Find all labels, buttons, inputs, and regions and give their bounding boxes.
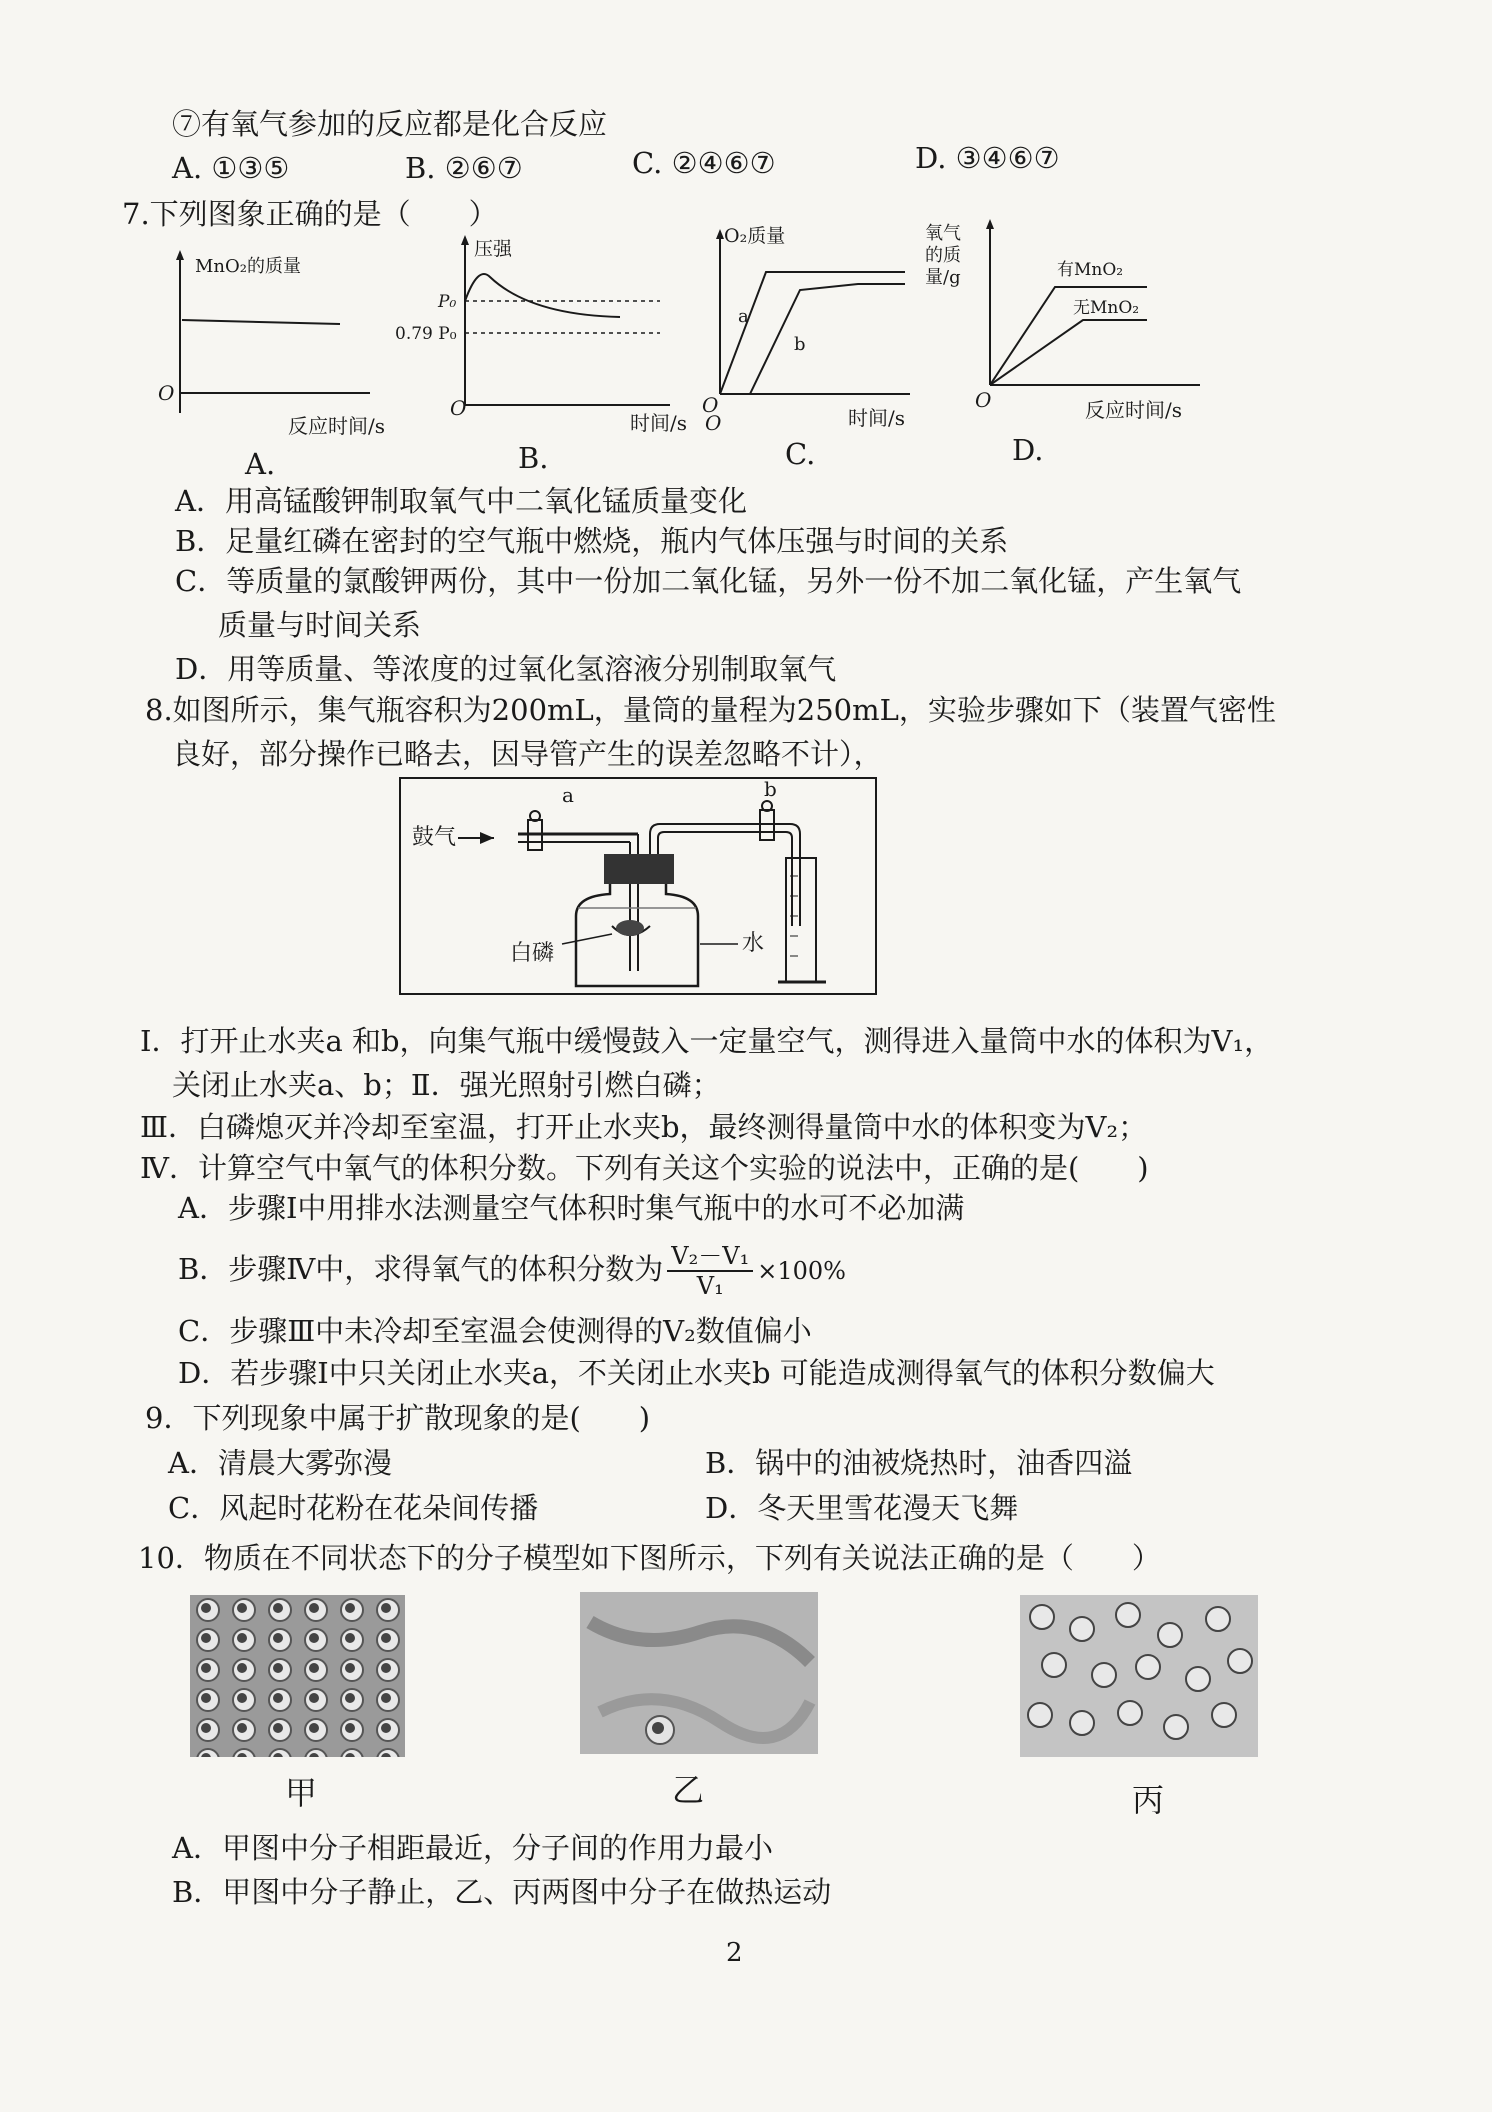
molecule-model-yi [580,1592,818,1754]
label-jia: 甲 [285,1774,318,1812]
q9-stem: 9．下列现象中属于扩散现象的是( ) [145,1401,651,1435]
q6-option-a: A. ①③⑤ [172,151,290,185]
molecule-model-bing [1020,1595,1258,1757]
phosphorus-label: 白磷 [510,941,555,966]
q8-step4: Ⅳ．计算空气中氧气的体积分数。下列有关这个实验的说法中，正确的是( ) [140,1151,1149,1185]
q8-stem-line2: 良好，部分操作已略去，因导管产生的误差忽略不计）， [172,737,883,771]
q8-apparatus-diagram [398,776,878,996]
q7-c-ylabel: O₂质量 [724,225,786,247]
q8-option-b-suffix: ×100% [757,1257,846,1285]
q7-d-ylabel-3: 量/g [925,267,961,288]
q7-graph-d [925,215,1215,415]
q7-graph-a-caption: A. [245,447,276,481]
q9-option-d: D．冬天里雪花漫天飞舞 [705,1491,1019,1525]
q9-option-c: C．风起时花粉在花朵间传播 [168,1491,539,1525]
q7-stem: 7.下列图象正确的是（ ） [122,197,498,231]
q7-b-origin: O [450,396,467,420]
q7-option-c-line2: 质量与时间关系 [218,608,422,642]
q7-graph-b-caption: B. [518,441,549,475]
q7-option-c-line1: C．等质量的氯酸钾两份，其中一份加二氧化锰，另外一份不加二氧化锰，产生氧气 [175,564,1242,598]
page-number: 2 [726,1938,743,1968]
q9-option-a: A．清晨大雾弥漫 [168,1446,392,1480]
q7-b-ylabel: 压强 [474,238,513,260]
clamp-a-label: a [562,783,574,807]
q7-b-p079: 0.79 P₀ [395,324,457,344]
q6-option-d: D. ③④⑥⑦ [915,141,1060,175]
q7-a-origin: O [158,381,175,405]
q9-option-b: B．锅中的油被烧热时，油香四溢 [705,1446,1133,1480]
q7-c-origin: O [702,393,719,417]
q7-option-d: D．用等质量、等浓度的过氧化氢溶液分别制取氧气 [175,652,837,686]
q7-b-xlabel: 时间/s [630,411,688,435]
q7-graph-c-caption: C. [785,437,816,471]
q8-option-c: C．步骤Ⅲ中未冷却至室温会使测得的V₂数值偏小 [178,1314,812,1348]
q6-option-b: B. ②⑥⑦ [405,151,523,185]
q7-b-p0: P₀ [438,292,457,312]
q7-d-origin: O [975,388,992,412]
clamp-b-label: b [764,777,777,801]
q8-stem-line1: 8.如图所示，集气瓶容积为200mL，量筒的量程为250mL，实验步骤如下（装置气密性 [145,693,1276,727]
q7-d-ylabel-2: 的质 [925,245,961,266]
q7-d-line1: 有MnO₂ [1057,260,1124,280]
q7-graph-c [690,222,920,422]
q7-a-xlabel: 反应时间/s [288,414,386,438]
q8-option-b-text: B．步骤Ⅳ中，求得氧气的体积分数为 [178,1252,664,1286]
q10-stem: 10．物质在不同状态下的分子模型如下图所示，下列有关说法正确的是（ ） [138,1541,1161,1575]
q8-option-a: A．步骤Ⅰ中用排水法测量空气体积时集气瓶中的水可不必加满 [178,1191,965,1225]
water-label: 水 [742,931,765,956]
q7-c-line-a: a [738,306,749,327]
q7-graph-b [390,225,690,435]
air-label: 鼓气 [412,825,457,850]
q7-a-ylabel: MnO₂的质量 [195,256,301,277]
q7-graph-d-caption: D. [1012,433,1044,467]
q8-step1-line1: Ⅰ．打开止水夹a 和b，向集气瓶中缓慢鼓入一定量空气，测得进入量筒中水的体积为V₁， [140,1024,1274,1058]
fraction-numerator: V₂－V₁ [667,1242,753,1272]
q7-d-xlabel: 反应时间/s [1085,398,1183,422]
oxygen-fraction-formula [667,1242,753,1300]
q8-step1-line2: 关闭止水夹a、b；Ⅱ．强光照射引燃白磷； [172,1068,721,1102]
q8-option-b [178,1234,846,1306]
q7-c-xlabel: 时间/s [848,406,906,430]
label-bing: 丙 [1132,1781,1165,1819]
q6-option-c: C. ②④⑥⑦ [632,146,776,180]
q7-option-a: A．用高锰酸钾制取氧气中二氧化锰质量变化 [175,484,747,518]
q6-item7: ⑦有氧气参加的反应都是化合反应 [172,107,608,141]
q8-option-d: D．若步骤Ⅰ中只关闭止水夹a，不关闭止水夹b 可能造成测得氧气的体积分数偏大 [178,1356,1215,1390]
fraction-denominator: V₁ [696,1272,724,1300]
q10-option-a: A．甲图中分子相距最近，分子间的作用力最小 [172,1831,773,1865]
q7-c-line-b: b [794,334,806,355]
q7-d-ylabel-1: 氧气 [925,223,961,244]
q7-option-b: B．足量红磷在密封的空气瓶中燃烧，瓶内气体压强与时间的关系 [175,524,1009,558]
q7-d-line2: 无MnO₂ [1073,298,1140,318]
q10-option-b: B．甲图中分子静止，乙、丙两图中分子在做热运动 [172,1875,832,1909]
q7-c-origin-left: O [705,411,722,435]
q7-graph-a [150,238,410,458]
label-yi: 乙 [672,1771,705,1809]
q8-step3: Ⅲ．白磷熄灭并冷却至室温，打开止水夹b，最终测得量筒中水的体积变为V₂； [140,1110,1148,1144]
molecule-model-jia [190,1595,405,1757]
